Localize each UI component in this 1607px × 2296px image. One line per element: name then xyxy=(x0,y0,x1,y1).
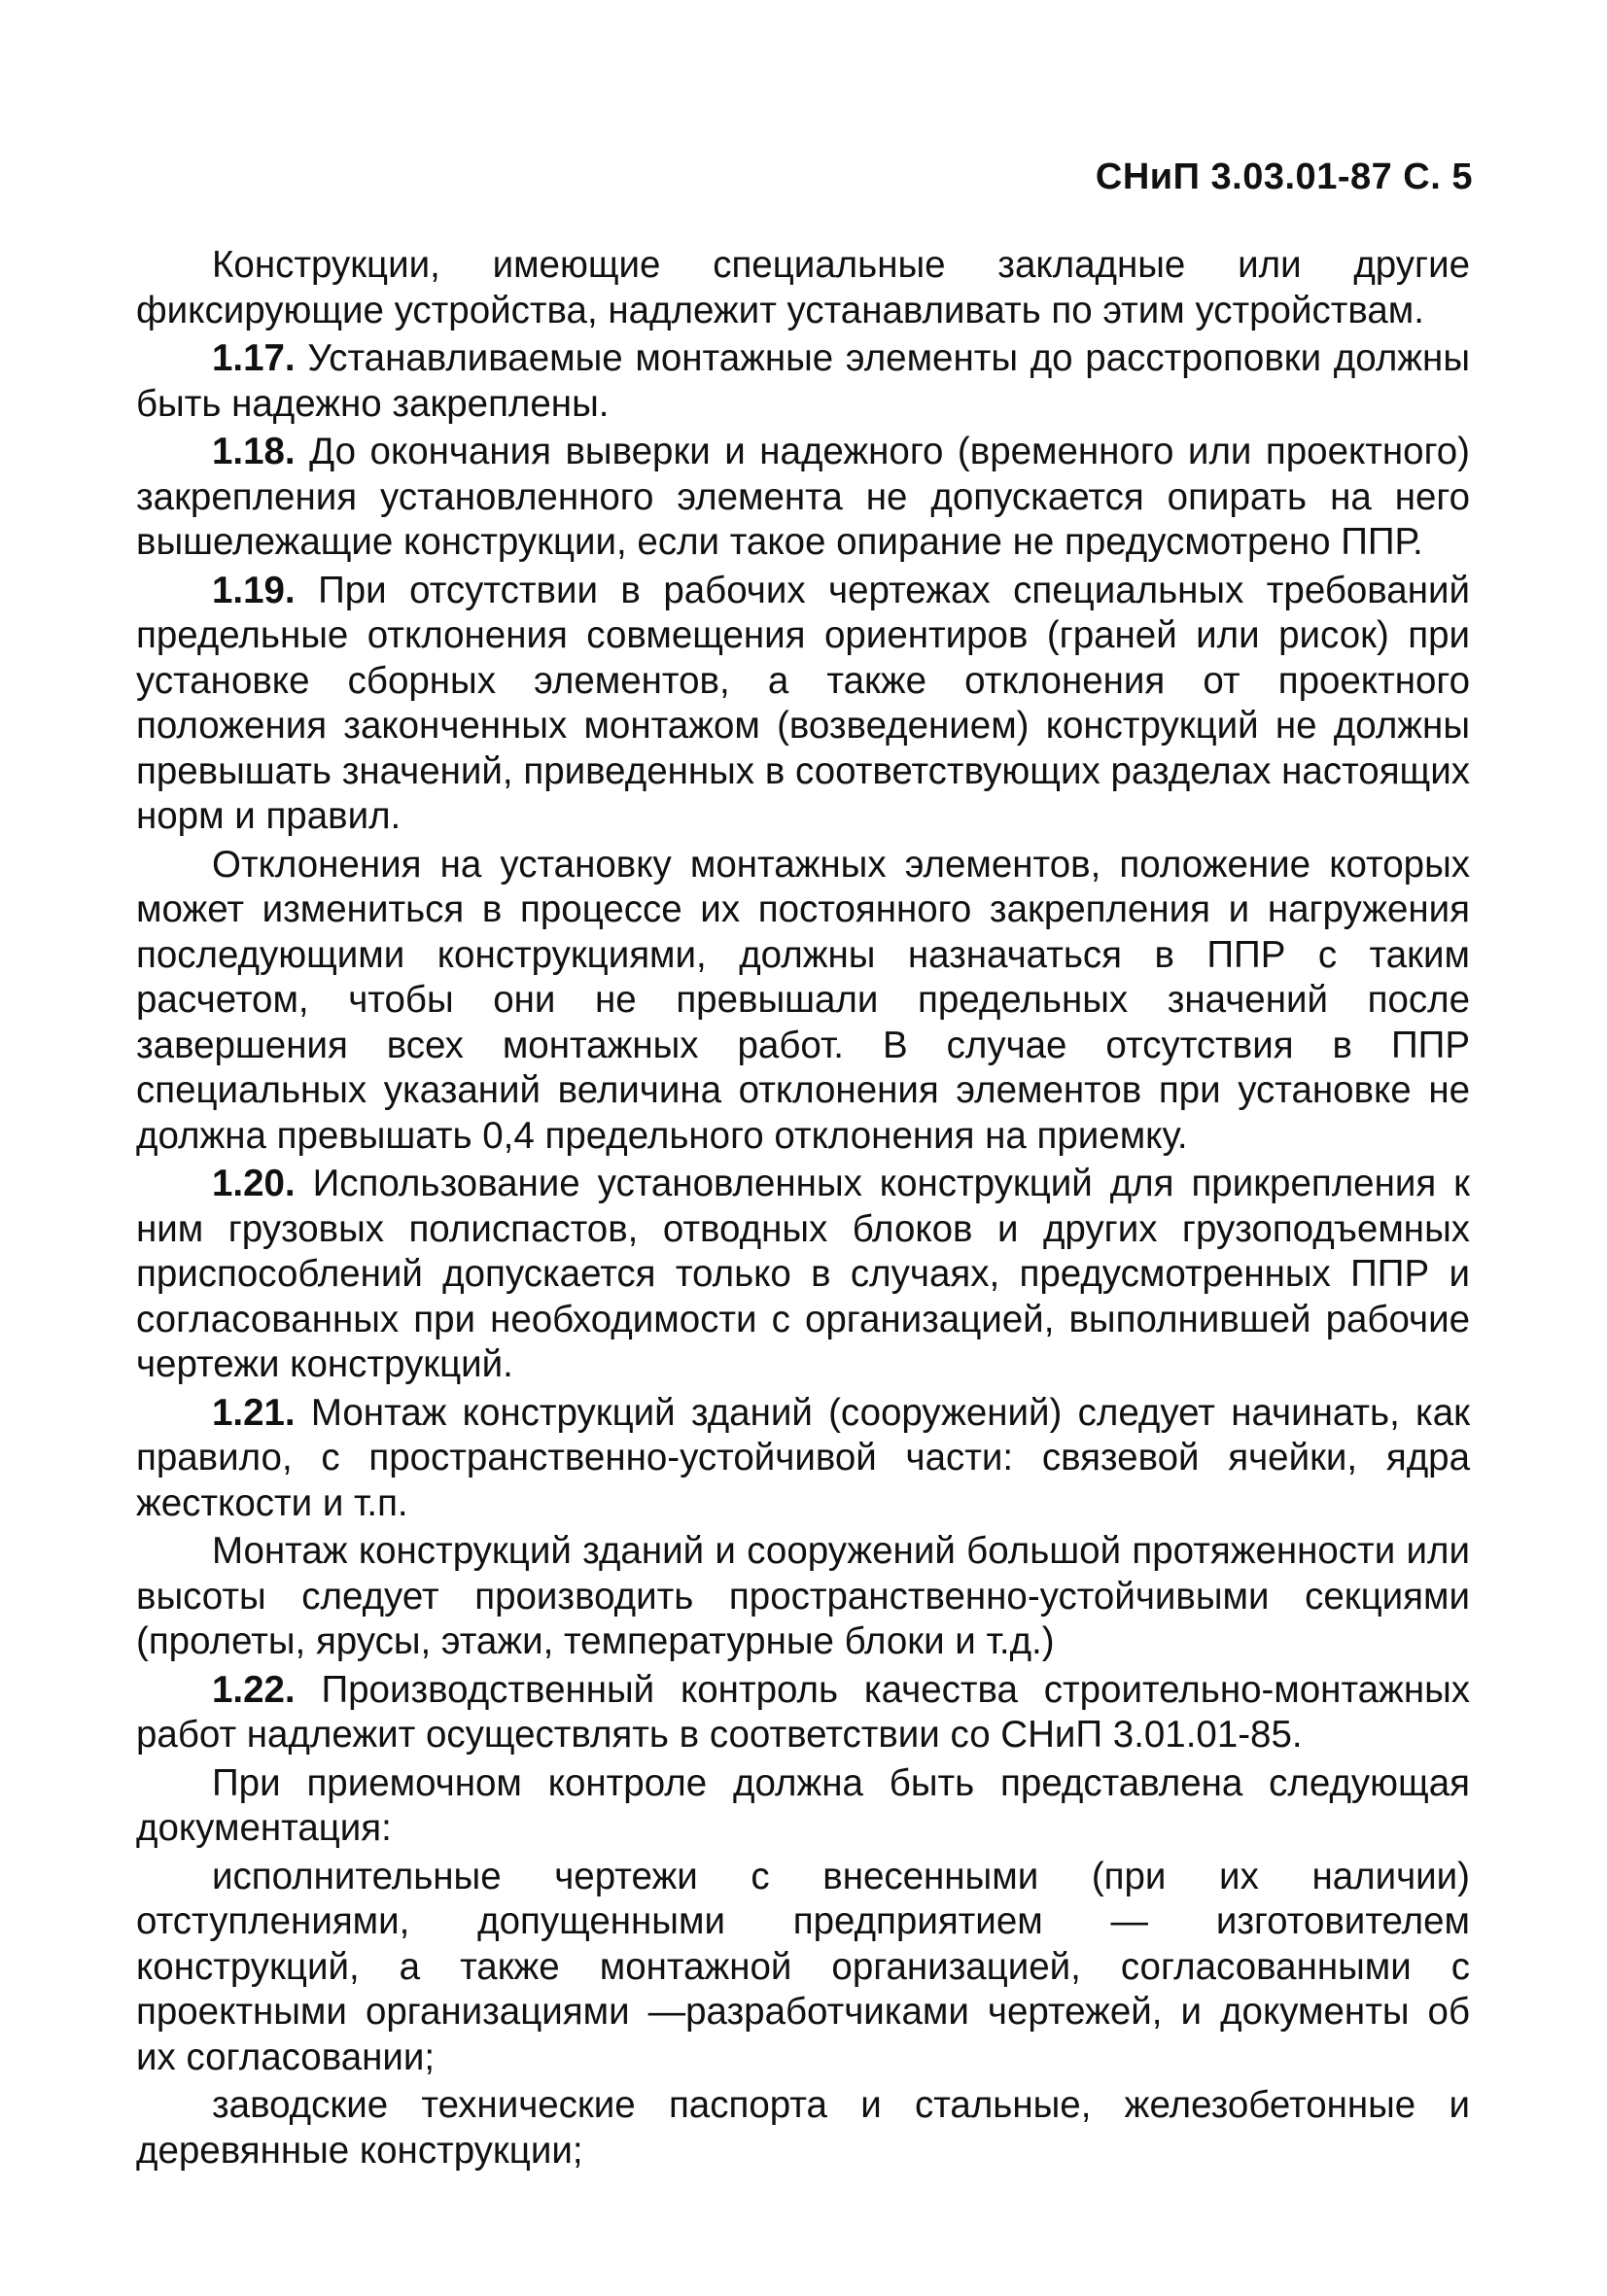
paragraph-text: заводские технические паспорта и стальные, железобетонные и деревянные конструкции; xyxy=(136,2084,1470,2172)
running-header: СНиП 3.03.01-87 С. 5 xyxy=(1095,157,1473,197)
clause-number: 1.18. xyxy=(212,431,296,472)
clause-number: 1.22. xyxy=(212,1668,296,1711)
paragraph-deviations xyxy=(136,843,1470,1160)
paragraph-text: Отклонения на установку монтажных элементов, положение которых может измениться в процессе их постоянного закрепления и нагружения последующими конструкциями, должны назначаться в ППР с таким расчетом, чтобы они не превышали предельных значений после завершения всех монтажных работ. В случае отсутствия в ППР специальных указаний величина отклонения элементов при установке не должна превышать 0,4 предельного отклонения на приемку. xyxy=(136,843,1470,1157)
paragraph-text: При приемочном контроле должна быть представлена следующая документация: xyxy=(136,1761,1470,1849)
clause-number: 1.19. xyxy=(212,569,296,611)
clause-number: 1.17. xyxy=(212,337,296,379)
paragraph-clause-1-19 xyxy=(136,569,1470,840)
paragraph-acceptance-docs xyxy=(136,1761,1470,1852)
clause-number: 1.21. xyxy=(212,1391,296,1434)
body-text xyxy=(136,243,1470,2174)
paragraph-intro-fixing-devices xyxy=(136,243,1470,333)
paragraph-text: Монтаж конструкций зданий (сооружений) следует начинать, как правило, с пространственно-устойчивой части: связевой ячейки, ядра жесткости и т.п. xyxy=(136,1391,1470,1524)
paragraph-text: исполнительные чертежи с внесенными (при их наличии) отступлениями, допущенными предприятием — изготовителем конструкций, а также монтажной организацией, согласованными с проектными организациями —разработчиками чертежей, и документы об их согласовании; xyxy=(136,1855,1470,2078)
paragraph-clause-1-17 xyxy=(136,336,1470,427)
paragraph-factory-passports xyxy=(136,2083,1470,2174)
paragraph-clause-1-21 xyxy=(136,1391,1470,1527)
paragraph-text: Производственный контроль качества строительно-монтажных работ надлежит осуществлять в соответствии со СНиП 3.01.01-85. xyxy=(136,1668,1470,1756)
paragraph-clause-1-22 xyxy=(136,1668,1470,1758)
paragraph-text: Монтаж конструкций зданий и сооружений большой протяженности или высоты следует производить пространственно-устойчивыми секциями (пролеты, ярусы, этажи, температурные блоки и т.д.) xyxy=(136,1530,1470,1662)
paragraph-text: До окончания выверки и надежного (временного или проектного) закрепления установленного элемента не допускается опирать на него вышележащие конструкции, если такое опирание не предусмотрено ППР. xyxy=(136,431,1470,563)
paragraph-text: При отсутствии в рабочих чертежах специальных требований предельные отклонения совмещения ориентиров (граней или рисок) при установке сборных элементов, а также отклонения от проектного положения законченных монтажом (возведением) конструкций не должны превышать значений, приведенных в соответствующих разделах настоящих норм и правил. xyxy=(136,569,1470,837)
paragraph-text: Использование установленных конструкций для прикрепления к ним грузовых полиспастов, отводных блоков и других грузоподъемных приспособлений допускается только в случаях, предусмотренных ППР и согласованных при необходимости с организацией, выполнившей рабочие чертежи конструкций. xyxy=(136,1163,1470,1385)
paragraph-as-built-drawings xyxy=(136,1855,1470,2081)
paragraph-text: Конструкции, имеющие специальные закладные или другие фиксирующие устройства, надлежит устанавливать по этим устройствам. xyxy=(136,244,1470,331)
paragraph-clause-1-18 xyxy=(136,430,1470,566)
paragraph-long-structures xyxy=(136,1529,1470,1665)
clause-number: 1.20. xyxy=(212,1163,296,1204)
paragraph-text: Устанавливаемые монтажные элементы до расстроповки должны быть надежно закреплены. xyxy=(136,337,1470,425)
paragraph-clause-1-20 xyxy=(136,1162,1470,1388)
